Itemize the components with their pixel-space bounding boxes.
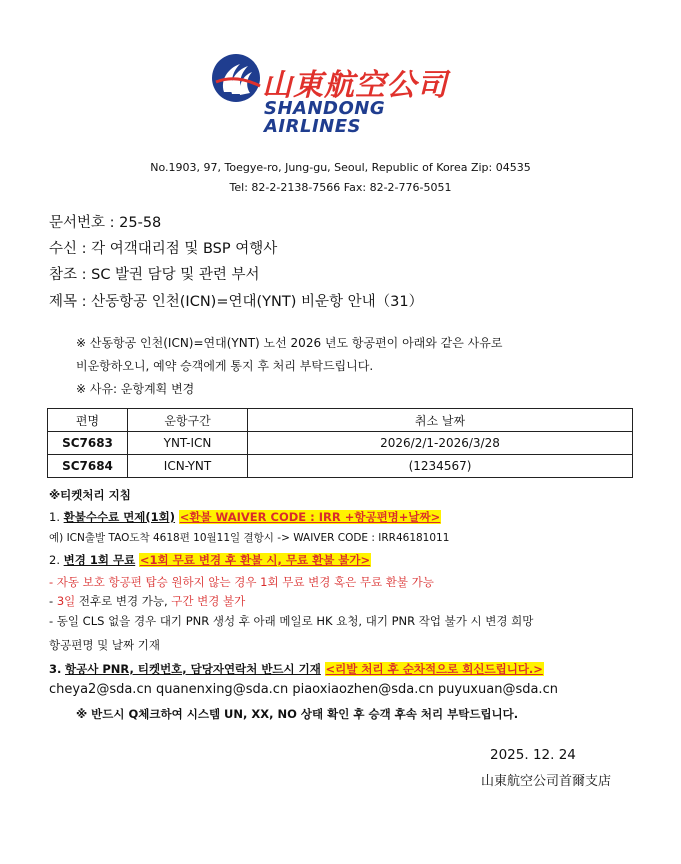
item-2-sub-2-restriction: 구간 변경 불가 xyxy=(171,594,246,608)
header-route: 운항구간 xyxy=(128,409,248,432)
item-1-number: 1. xyxy=(49,510,60,524)
item-3-number: 3. xyxy=(49,662,62,676)
notice-line-1: ※ 산동항공 인천(ICN)=연대(YNT) 노선 2026 년도 항공편이 아래와 같은 사유로 xyxy=(76,336,503,350)
item-2-sub-2 xyxy=(49,593,245,609)
issuer-signature: 山東航空公司首爾支店 xyxy=(481,774,612,789)
item-2-sub-2-prefix: - xyxy=(49,594,57,608)
cancellation-table xyxy=(47,408,633,478)
item-2-number: 2. xyxy=(49,553,60,567)
item-2-sub-2-mid: 전후로 변경 가능, xyxy=(75,594,172,608)
table-row xyxy=(48,432,633,455)
document-number: 문서번호 : 25-58 xyxy=(49,215,162,231)
flight-number: SC7684 xyxy=(48,455,128,478)
route: ICN-YNT xyxy=(128,455,248,478)
logo-name-en-line1: SHANDONG xyxy=(264,98,386,119)
header-cancel-date: 취소 날짜 xyxy=(248,409,633,432)
item-1-example: 예) ICN출발 TAO도착 4618편 10월11일 결항시 -> WAIVER CODE : IRR46181011 xyxy=(49,532,450,544)
logo-name-en-line2: AIRLINES xyxy=(264,116,361,137)
item-3-highlight: <리발 처리 후 순차적으로 회신드립니다.> xyxy=(325,662,543,676)
notice-line-2: 비운항하오니, 예약 승객에게 통지 후 처리 부탁드립니다. xyxy=(76,359,374,373)
item-2-sub-3a: - 동일 CLS 없을 경우 대기 PNR 생성 후 아래 메일로 HK 요청, 대기 PNR 작업 불가 시 변경 희망 xyxy=(49,614,534,628)
item-1-highlight: <환불 WAIVER CODE : IRR +항공편명+날짜> xyxy=(179,510,441,524)
logo-name-cn: 山東航空公司 xyxy=(262,68,448,103)
recipient: 수신 : 각 여객대리점 및 BSP 여행사 xyxy=(49,241,278,257)
table-row xyxy=(48,455,633,478)
cancel-dates: 2026/2/1-2026/3/28 xyxy=(248,432,633,455)
subject: 제목 : 산동항공 인천(ICN)=연대(YNT) 비운항 안내（31） xyxy=(49,294,424,310)
header-flight: 편명 xyxy=(48,409,128,432)
contact-emails: cheya2@sda.cn quanenxing@sda.cn piaoxiaozhen@sda.cn puyuxuan@sda.cn xyxy=(49,682,558,697)
phone-fax-line: Tel: 82-2-2138-7566 Fax: 82-2-776-5051 xyxy=(229,181,452,194)
item-1 xyxy=(49,509,441,525)
route: YNT-ICN xyxy=(128,432,248,455)
item-2-sub-1: - 자동 보호 항공편 탑승 원하지 않는 경우 1회 무료 변경 혹은 무료 환불 가능 xyxy=(49,575,434,589)
flight-number: SC7683 xyxy=(48,432,128,455)
item-2-sub-3b: 항공편명 및 날짜 기재 xyxy=(49,638,160,652)
ticketing-title: ※티켓처리 지침 xyxy=(49,488,131,502)
item-3-label: 항공사 PNR, 티켓번호, 담당자연락처 반드시 기재 xyxy=(65,662,321,676)
issue-date: 2025. 12. 24 xyxy=(490,747,576,763)
item-2-label: 변경 1회 무료 xyxy=(63,553,136,567)
item-2-sub-2-days: 3일 xyxy=(56,594,76,608)
reference: 참조 : SC 발권 담당 및 관련 부서 xyxy=(49,267,260,283)
address-line: No.1903, 97, Toegye-ro, Jung-gu, Seoul, Republic of Korea Zip: 04535 xyxy=(150,161,531,174)
q-check-note: ※ 반드시 Q체크하여 시스템 UN, XX, NO 상태 확인 후 승객 후속 처리 부탁드립니다. xyxy=(76,707,519,721)
item-2 xyxy=(49,552,371,568)
item-3 xyxy=(49,661,544,677)
cancel-days: (1234567) xyxy=(248,455,633,478)
item-2-highlight: <1회 무료 변경 후 환불 시, 무료 환불 불가> xyxy=(139,553,371,567)
shandong-logo-icon xyxy=(210,52,262,104)
item-1-label: 환불수수료 면제(1회) xyxy=(63,510,176,524)
reason-line: ※ 사유: 운항계획 변경 xyxy=(76,382,195,396)
